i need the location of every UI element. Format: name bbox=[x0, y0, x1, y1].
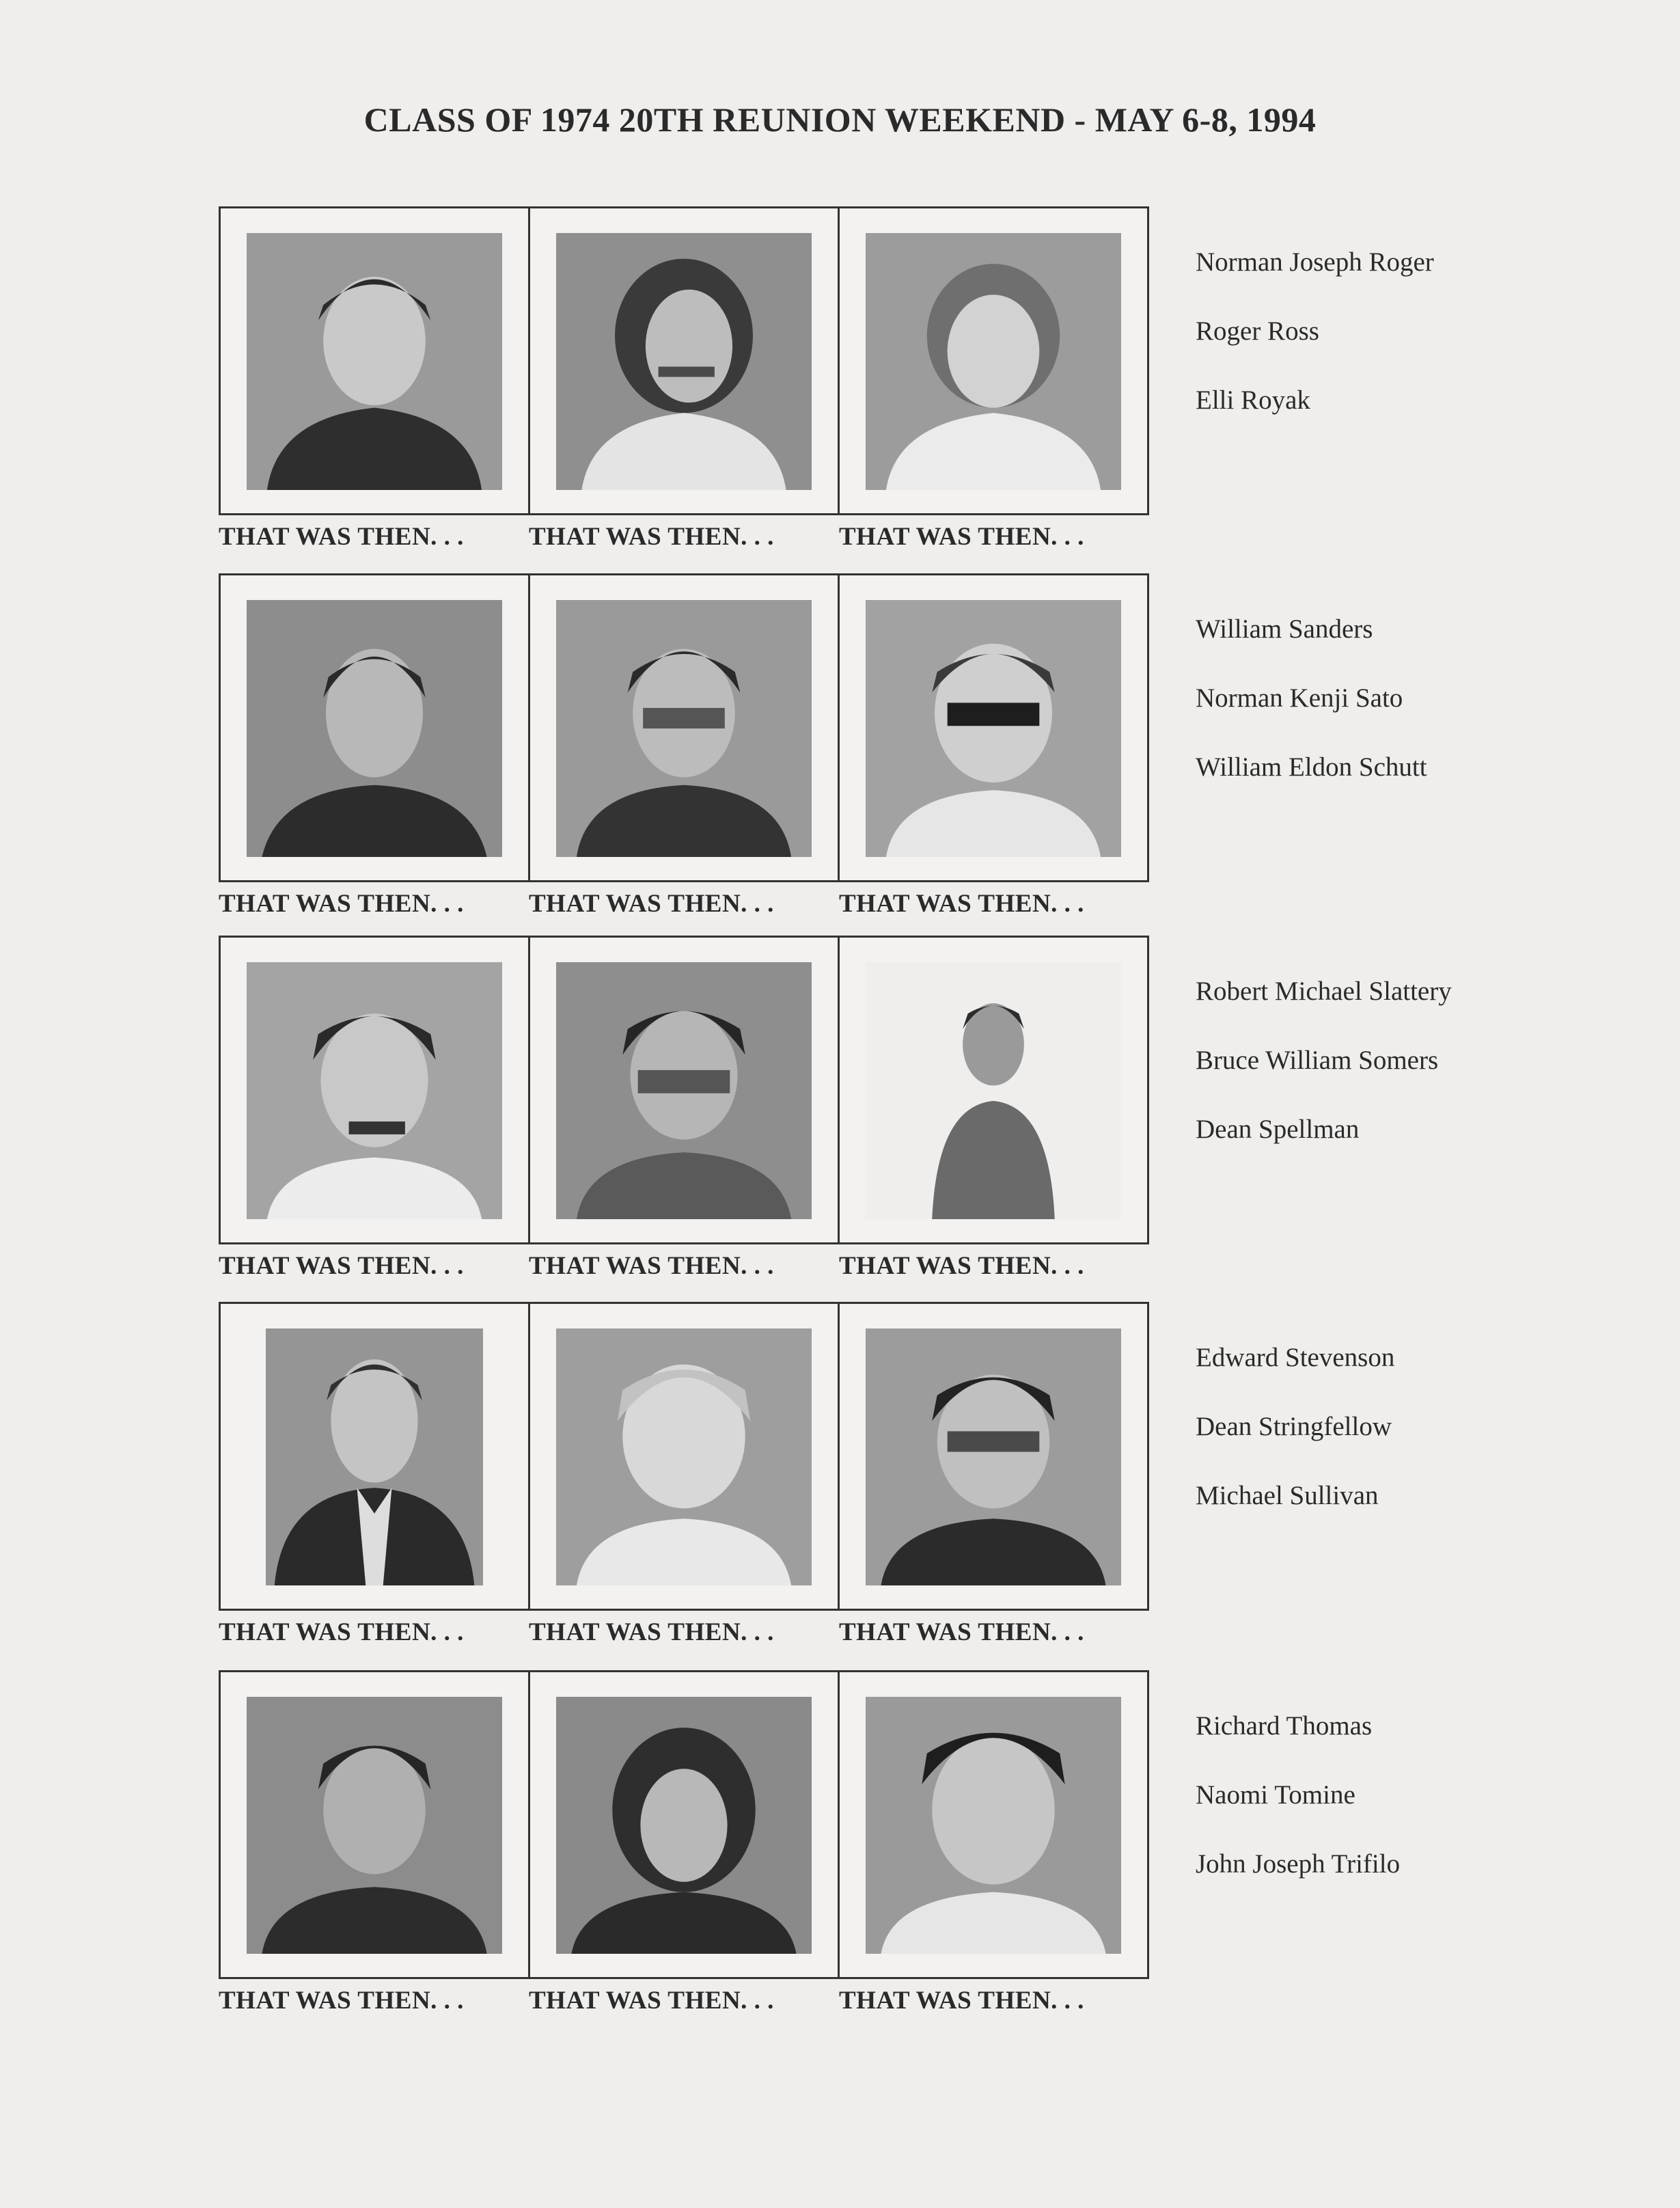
person-name: Dean Spellman bbox=[1196, 1115, 1360, 1144]
person-name: Dean Stringfellow bbox=[1196, 1412, 1392, 1441]
portrait-photo bbox=[866, 233, 1121, 490]
photo-strip bbox=[219, 573, 1149, 882]
photo-frame bbox=[221, 938, 530, 1242]
portrait-photo bbox=[556, 1697, 812, 1954]
name-list bbox=[1196, 608, 1640, 815]
name-list bbox=[1196, 970, 1640, 1177]
caption-text: THAT WAS THEN. . . bbox=[219, 523, 464, 551]
caption-text: THAT WAS THEN. . . bbox=[219, 1252, 464, 1280]
person-name: Roger Ross bbox=[1196, 316, 1319, 346]
portrait-photo bbox=[556, 233, 812, 490]
person-name: Norman Joseph Roger bbox=[1196, 247, 1434, 277]
photo-frame bbox=[530, 1672, 840, 1977]
portrait-photo bbox=[556, 600, 812, 857]
caption-text: THAT WAS THEN. . . bbox=[529, 523, 774, 551]
photo-frame bbox=[530, 1304, 840, 1609]
caption-row bbox=[219, 1251, 1149, 1287]
portrait-photo bbox=[556, 962, 812, 1219]
person-name: Elli Royak bbox=[1196, 385, 1310, 415]
photo-frame bbox=[530, 938, 840, 1242]
photo-frame bbox=[840, 1672, 1147, 1977]
caption-row bbox=[219, 1618, 1149, 1653]
person-name: Bruce William Somers bbox=[1196, 1046, 1439, 1075]
caption-row bbox=[219, 1986, 1149, 2021]
portrait-photo bbox=[247, 233, 502, 490]
caption-text: THAT WAS THEN. . . bbox=[219, 1987, 464, 2015]
caption-text: THAT WAS THEN. . . bbox=[839, 523, 1084, 551]
photo-frame bbox=[221, 1672, 530, 1977]
photo-strip bbox=[219, 1670, 1149, 1979]
photo-frame bbox=[840, 1304, 1147, 1609]
caption-text: THAT WAS THEN. . . bbox=[219, 1618, 464, 1646]
caption-text: THAT WAS THEN. . . bbox=[529, 1618, 774, 1646]
page-title: CLASS OF 1974 20TH REUNION WEEKEND - MAY 6-8, 1994 bbox=[363, 100, 1317, 139]
portrait-photo bbox=[247, 1697, 502, 1954]
photo-frame bbox=[221, 208, 530, 513]
photo-frame bbox=[530, 208, 840, 513]
photo-frame bbox=[530, 575, 840, 880]
caption-text: THAT WAS THEN. . . bbox=[529, 890, 774, 918]
person-name: Norman Kenji Sato bbox=[1196, 683, 1403, 713]
caption-row bbox=[219, 889, 1149, 925]
portrait-photo bbox=[266, 1328, 483, 1585]
name-list bbox=[1196, 241, 1640, 448]
person-name: Naomi Tomine bbox=[1196, 1780, 1355, 1810]
portrait-photo bbox=[866, 1328, 1121, 1585]
portrait-photo bbox=[247, 962, 502, 1219]
photo-frame bbox=[840, 575, 1147, 880]
photo-frame bbox=[840, 208, 1147, 513]
person-name: William Sanders bbox=[1196, 614, 1373, 644]
photo-frame bbox=[221, 575, 530, 880]
caption-text: THAT WAS THEN. . . bbox=[219, 890, 464, 918]
portrait-photo bbox=[247, 600, 502, 857]
person-name: John Joseph Trifilo bbox=[1196, 1849, 1401, 1879]
photo-strip bbox=[219, 1302, 1149, 1611]
person-name: Richard Thomas bbox=[1196, 1711, 1373, 1741]
photo-strip bbox=[219, 936, 1149, 1244]
name-list bbox=[1196, 1336, 1640, 1543]
portrait-photo bbox=[866, 962, 1121, 1219]
name-list bbox=[1196, 1704, 1640, 1911]
photo-frame bbox=[221, 1304, 530, 1609]
person-name: Edward Stevenson bbox=[1196, 1343, 1395, 1372]
caption-text: THAT WAS THEN. . . bbox=[839, 1618, 1084, 1646]
person-name: William Eldon Schutt bbox=[1196, 752, 1427, 782]
person-name: Robert Michael Slattery bbox=[1196, 977, 1452, 1006]
portrait-photo bbox=[866, 1697, 1121, 1954]
caption-text: THAT WAS THEN. . . bbox=[839, 890, 1084, 918]
photo-strip bbox=[219, 206, 1149, 515]
photo-frame bbox=[840, 938, 1147, 1242]
portrait-photo bbox=[866, 600, 1121, 857]
portrait-photo bbox=[556, 1328, 812, 1585]
caption-text: THAT WAS THEN. . . bbox=[839, 1987, 1084, 2015]
caption-row bbox=[219, 522, 1149, 558]
caption-text: THAT WAS THEN. . . bbox=[839, 1252, 1084, 1280]
caption-text: THAT WAS THEN. . . bbox=[529, 1987, 774, 2015]
caption-text: THAT WAS THEN. . . bbox=[529, 1252, 774, 1280]
person-name: Michael Sullivan bbox=[1196, 1481, 1379, 1510]
